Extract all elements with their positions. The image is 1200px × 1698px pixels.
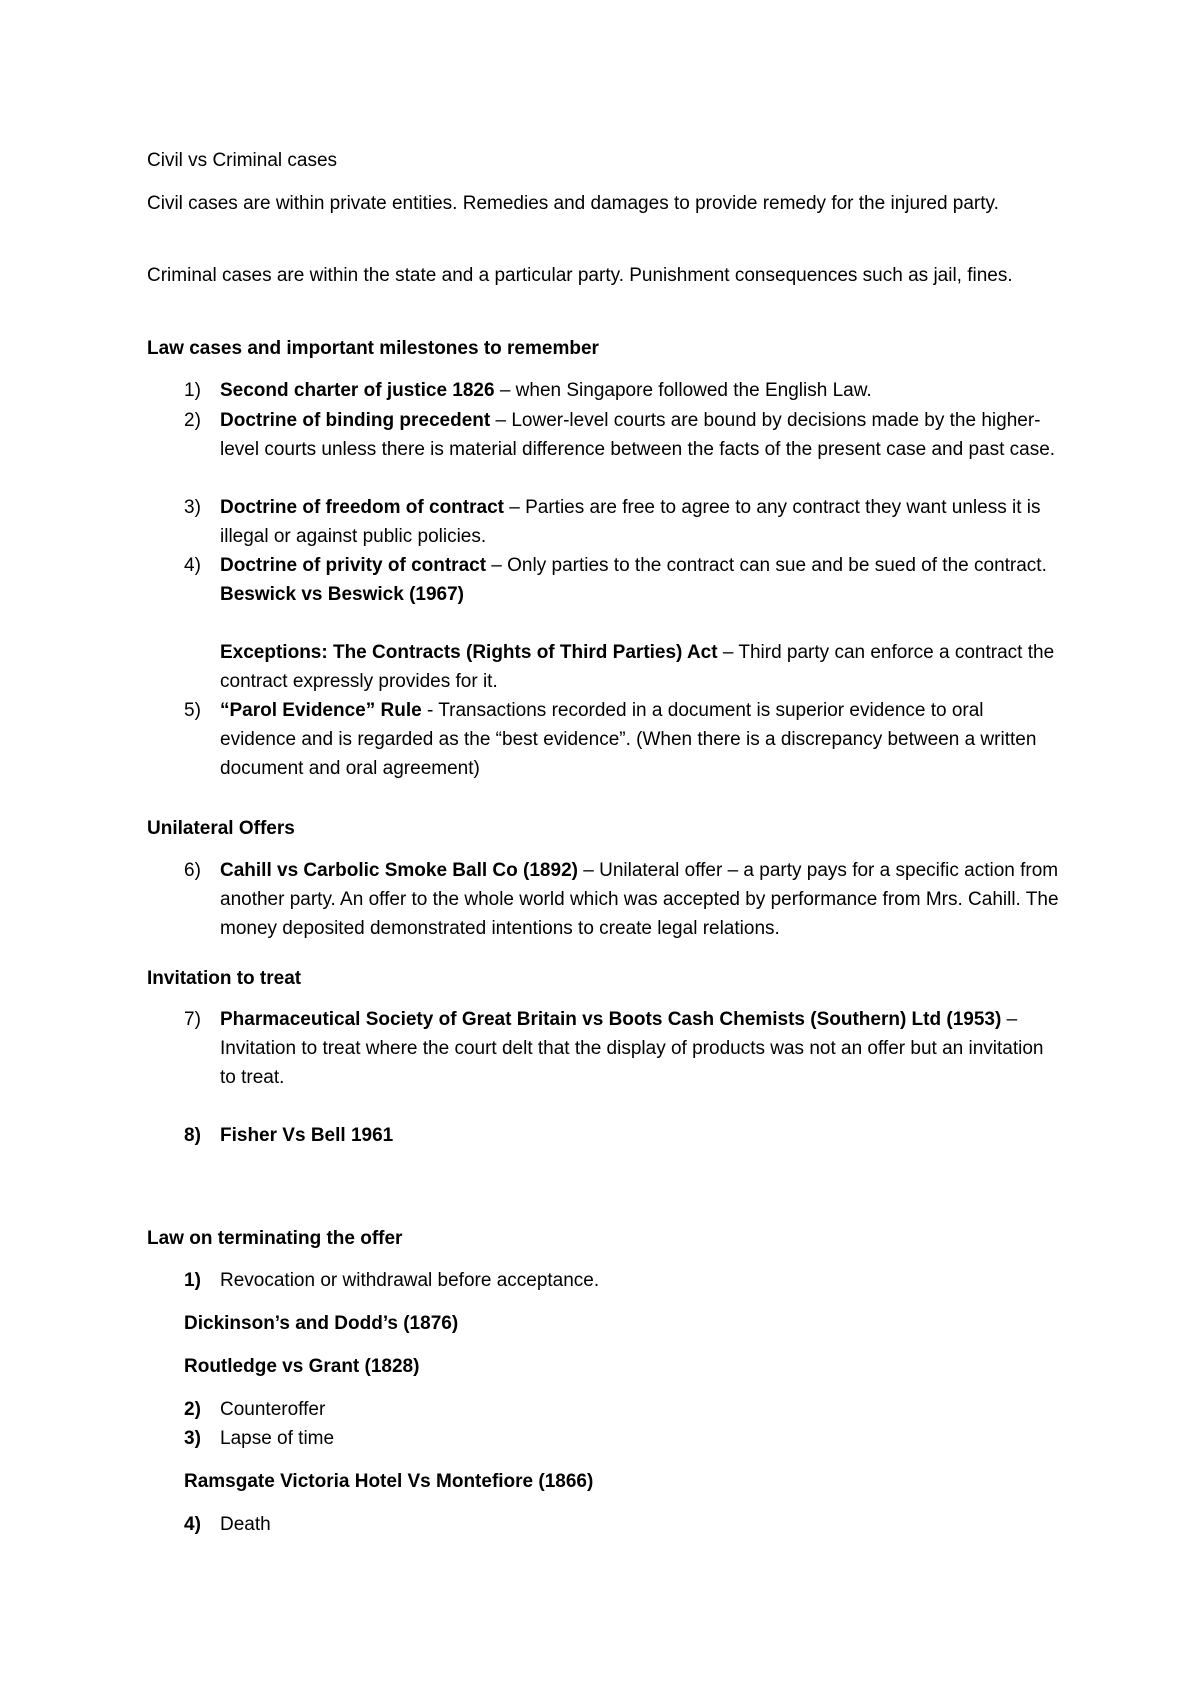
- list-item-title: Doctrine of binding precedent: [220, 410, 491, 431]
- list-item-title: Fisher Vs Bell 1961: [220, 1125, 394, 1146]
- list-item: [184, 1395, 1064, 1424]
- section-heading-unilateral: Unilateral Offers: [147, 818, 295, 839]
- list-item-title: “Parol Evidence” Rule: [220, 700, 422, 721]
- list-item-text: Lapse of time: [220, 1428, 335, 1449]
- doc-title: Civil vs Criminal cases: [147, 150, 338, 171]
- list-item: [184, 1005, 1064, 1092]
- section-heading-invitation: Invitation to treat: [147, 968, 302, 989]
- case-citation: Ramsgate Victoria Hotel Vs Montefiore (1866): [184, 1471, 594, 1492]
- list-item-title: Doctrine of privity of contract: [220, 555, 487, 576]
- list-number: 6): [184, 860, 201, 881]
- list-item-exception: [184, 638, 1064, 696]
- list-item-text: – Unilateral offer – a party pays for a specific action from another party. An offer to the whole world which was accepted by performance from Mrs. Cahill. The money deposited demonstrated intentions to create legal relations.: [220, 860, 1059, 939]
- list-number: 4): [184, 555, 201, 576]
- list-item-text: – Only parties to the contract can sue and be sued of the contract.: [486, 555, 1047, 576]
- list-item: [184, 551, 1064, 609]
- list-number: 1): [184, 380, 201, 401]
- list-item-text: – Parties are free to agree to any contract they want unless it is illegal or against public policies.: [220, 497, 1041, 547]
- list-item-title: Cahill vs Carbolic Smoke Ball Co (1892): [220, 860, 578, 881]
- criminal-paragraph: Criminal cases are within the state and a particular party. Punishment consequences such as jail, fines.: [147, 265, 1013, 286]
- list-item: [184, 1510, 1064, 1539]
- list-item-title: Doctrine of freedom of contract: [220, 497, 504, 518]
- list-item: [184, 493, 1064, 551]
- list-item: [184, 1424, 1064, 1453]
- list-number: 2): [184, 410, 201, 431]
- list-item-title: Pharmaceutical Society of Great Britain vs Boots Cash Chemists (Southern) Ltd (1953): [220, 1009, 1002, 1030]
- case-citation: Beswick vs Beswick (1967): [220, 584, 464, 605]
- list-item: [184, 406, 1064, 464]
- list-number: 3): [184, 497, 201, 518]
- section-heading-terminating: Law on terminating the offer: [147, 1228, 403, 1249]
- list-item: [184, 1121, 1064, 1150]
- list-number: 8): [184, 1125, 201, 1146]
- list-item-text: - Transactions recorded in a document is superior evidence to oral evidence and is regarded as the “best evidence”. (When there is a discrepancy between a written document and oral agreement): [220, 700, 1037, 779]
- list-item-text: – Third party can enforce a contract the contract expressly provides for it.: [220, 642, 1055, 692]
- list-item-title: Exceptions: The Contracts (Rights of Third Parties) Act: [220, 642, 718, 663]
- list-item-text: Death: [220, 1514, 271, 1535]
- case-citation: Routledge vs Grant (1828): [184, 1356, 420, 1377]
- list-number: 4): [184, 1514, 201, 1535]
- list-item-text: – Invitation to treat where the court delt that the display of products was not an offer but an invitation to treat.: [220, 1009, 1044, 1088]
- list-item-text: Counteroffer: [220, 1399, 326, 1420]
- list-number: 1): [184, 1270, 201, 1291]
- list-item: [184, 376, 1064, 405]
- list-item: [184, 856, 1064, 943]
- list-number: 2): [184, 1399, 201, 1420]
- list-item: [184, 696, 1064, 783]
- section-heading-milestones: Law cases and important milestones to remember: [147, 338, 599, 359]
- civil-paragraph: Civil cases are within private entities. Remedies and damages to provide remedy for the injured party.: [147, 193, 999, 214]
- list-item-text: – when Singapore followed the English Law.: [494, 380, 872, 401]
- list-item-text: – Lower-level courts are bound by decisions made by the higher-level courts unless there is material difference between the facts of the present case and past case.: [220, 410, 1056, 460]
- list-number: 7): [184, 1009, 201, 1030]
- list-item-title: Second charter of justice 1826: [220, 380, 495, 401]
- list-item: [184, 1266, 1064, 1295]
- list-number: 5): [184, 700, 201, 721]
- list-item-text: Revocation or withdrawal before acceptance.: [220, 1270, 600, 1291]
- list-number: 3): [184, 1428, 201, 1449]
- case-citation: Dickinson’s and Dodd’s (1876): [184, 1313, 459, 1334]
